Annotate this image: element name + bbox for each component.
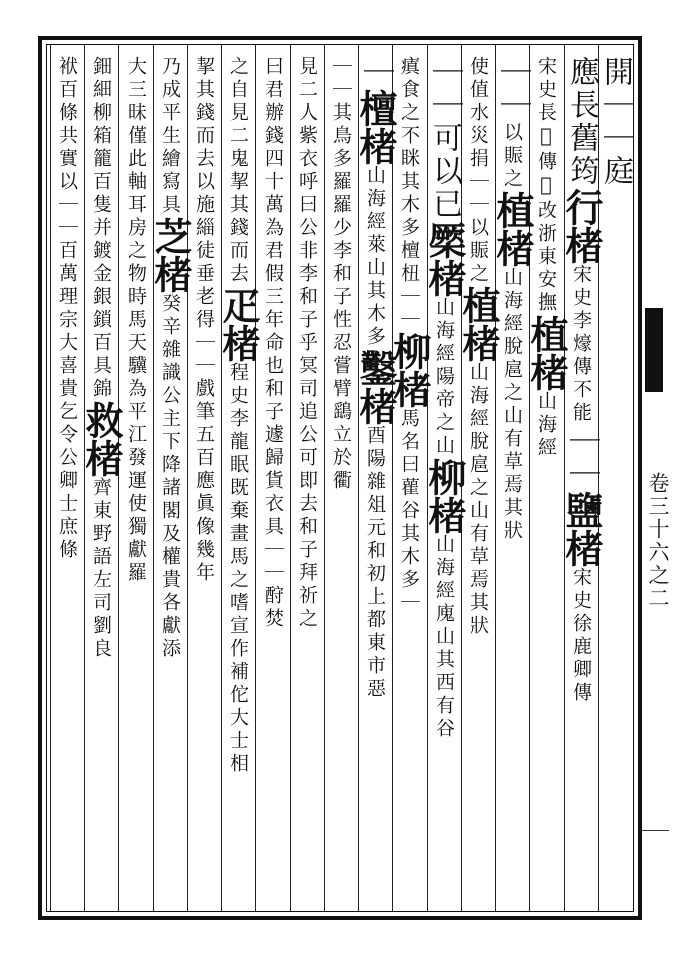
text-column (119, 56, 153, 900)
text-segment: ｜｜可以已 (427, 56, 462, 221)
text-column (598, 56, 632, 900)
text-segment: 庭 (598, 155, 633, 188)
text-column (79, 56, 124, 900)
entry-heading: 芝楮 (148, 217, 193, 293)
entry-heading: 植楮 (490, 191, 535, 267)
text-column (387, 56, 432, 900)
text-segment: 齊東野語左司劉良 (90, 477, 112, 661)
text-segment: 以賑之 (501, 122, 523, 191)
text-segment: 之自見二鬼挈其錢而去 (227, 56, 249, 286)
text-segment: 宋史李𤐶傳不能 (570, 264, 592, 425)
entry-heading: 疋楮 (216, 286, 261, 362)
entry-heading: 檀楮 (353, 89, 398, 165)
text-segment: 鈿細柳箱籠百隻并鍍金銀鎖百具錦 (90, 56, 112, 401)
text-segment: 開 (598, 56, 633, 89)
margin-tab (645, 308, 663, 392)
text-segment: 程史李龍眠既棄畫馬之嗜宣作補佗大士相 (227, 362, 249, 776)
volume-label: 卷三十六之二 (646, 472, 670, 610)
text-segment: 癸辛雜識公主下降諸閣及權貴各獻添 (159, 293, 181, 661)
text-column (353, 56, 398, 900)
text-segment: 山海經脫扈之山有草焉其狀 (501, 267, 523, 543)
text-column (256, 56, 290, 900)
text-segment: 使值水災捐｜｜以賑之 (467, 56, 489, 286)
text-column (290, 56, 324, 900)
text-segment: 以施緇徒垂老得｜｜戲筆五百應眞像幾年 (193, 171, 215, 585)
text-segment: ｜｜其鳥多羅羅 (330, 56, 352, 217)
text-segment: 挈其錢而去 (193, 56, 215, 171)
entry-heading: 鑿楮 (353, 349, 398, 425)
entry-heading: 橜楮 (422, 221, 467, 297)
text-segment: 馬名曰雚谷其木多｜ (398, 408, 420, 615)
text-segment: 山海經 (535, 391, 557, 460)
text-column (324, 56, 358, 900)
text-segment: 瘨食之不眯 (398, 56, 420, 171)
entry-heading: 柳楮 (387, 332, 432, 408)
entry-heading: 植楮 (456, 286, 501, 362)
text-segment: ｜ (358, 56, 393, 89)
text-segment: ｜｜ (495, 56, 530, 122)
text-column (216, 56, 261, 900)
text-segment: 山海經萊山其木多 (364, 165, 386, 349)
text-segment: 袱百條共實以｜｜百萬理宗大喜 (56, 56, 78, 378)
text-column (559, 56, 604, 900)
text-segment: 宋史長𣓨傳𣓨改浙東安撫 (535, 56, 557, 315)
text-segment: 宋史徐鹿卿傳 (570, 567, 592, 705)
text-segment: 見二人紫衣呼曰公非李和子乎冥司追公可即去和子拜祈之 (296, 56, 318, 631)
text-segment: ｜｜ (564, 425, 599, 491)
margin-mark (641, 830, 669, 831)
entry-heading: 鹽楮 (559, 491, 604, 567)
text-segment: ｜｜ (598, 89, 633, 155)
text-segment: 山海經廆山其西有谷 (433, 534, 455, 741)
entry-heading: 柳楮 (422, 458, 467, 534)
text-segment: 應長舊筠 (564, 56, 599, 188)
text-segment: 少李和子性忍嘗臂鷂立於衢 (330, 217, 352, 493)
entry-heading: 植楮 (524, 315, 569, 391)
entry-heading: 行楮 (559, 188, 604, 264)
text-column (422, 56, 467, 900)
text-segment: 山海經脫扈之山有草焉其狀 (467, 362, 489, 638)
text-column (524, 56, 569, 900)
text-column (50, 56, 84, 900)
text-segment: 房之物時馬天驥為平江發運使獨獻羅 (125, 217, 147, 585)
entry-heading: 救楮 (79, 401, 124, 477)
text-segment: 曰君辦錢四十萬為君假三年命也和子遽歸貨衣具｜｜酧焚 (262, 56, 284, 631)
text-segment: 山海經陽帝之山 (433, 297, 455, 458)
text-segment: 貴乞令公卿士庶條 (56, 378, 78, 562)
text-column (148, 56, 193, 900)
text-segment: 酉陽雜俎元和初上都東市惡 (364, 425, 386, 701)
text-column (187, 56, 221, 900)
text-column (490, 56, 535, 900)
text-segment: 其木多檀杻｜｜ (398, 171, 420, 332)
text-segment: 乃成平生繪寫具 (159, 56, 181, 217)
text-segment: 大三昧僅此軸耳 (125, 56, 147, 217)
page-margin (641, 60, 677, 920)
